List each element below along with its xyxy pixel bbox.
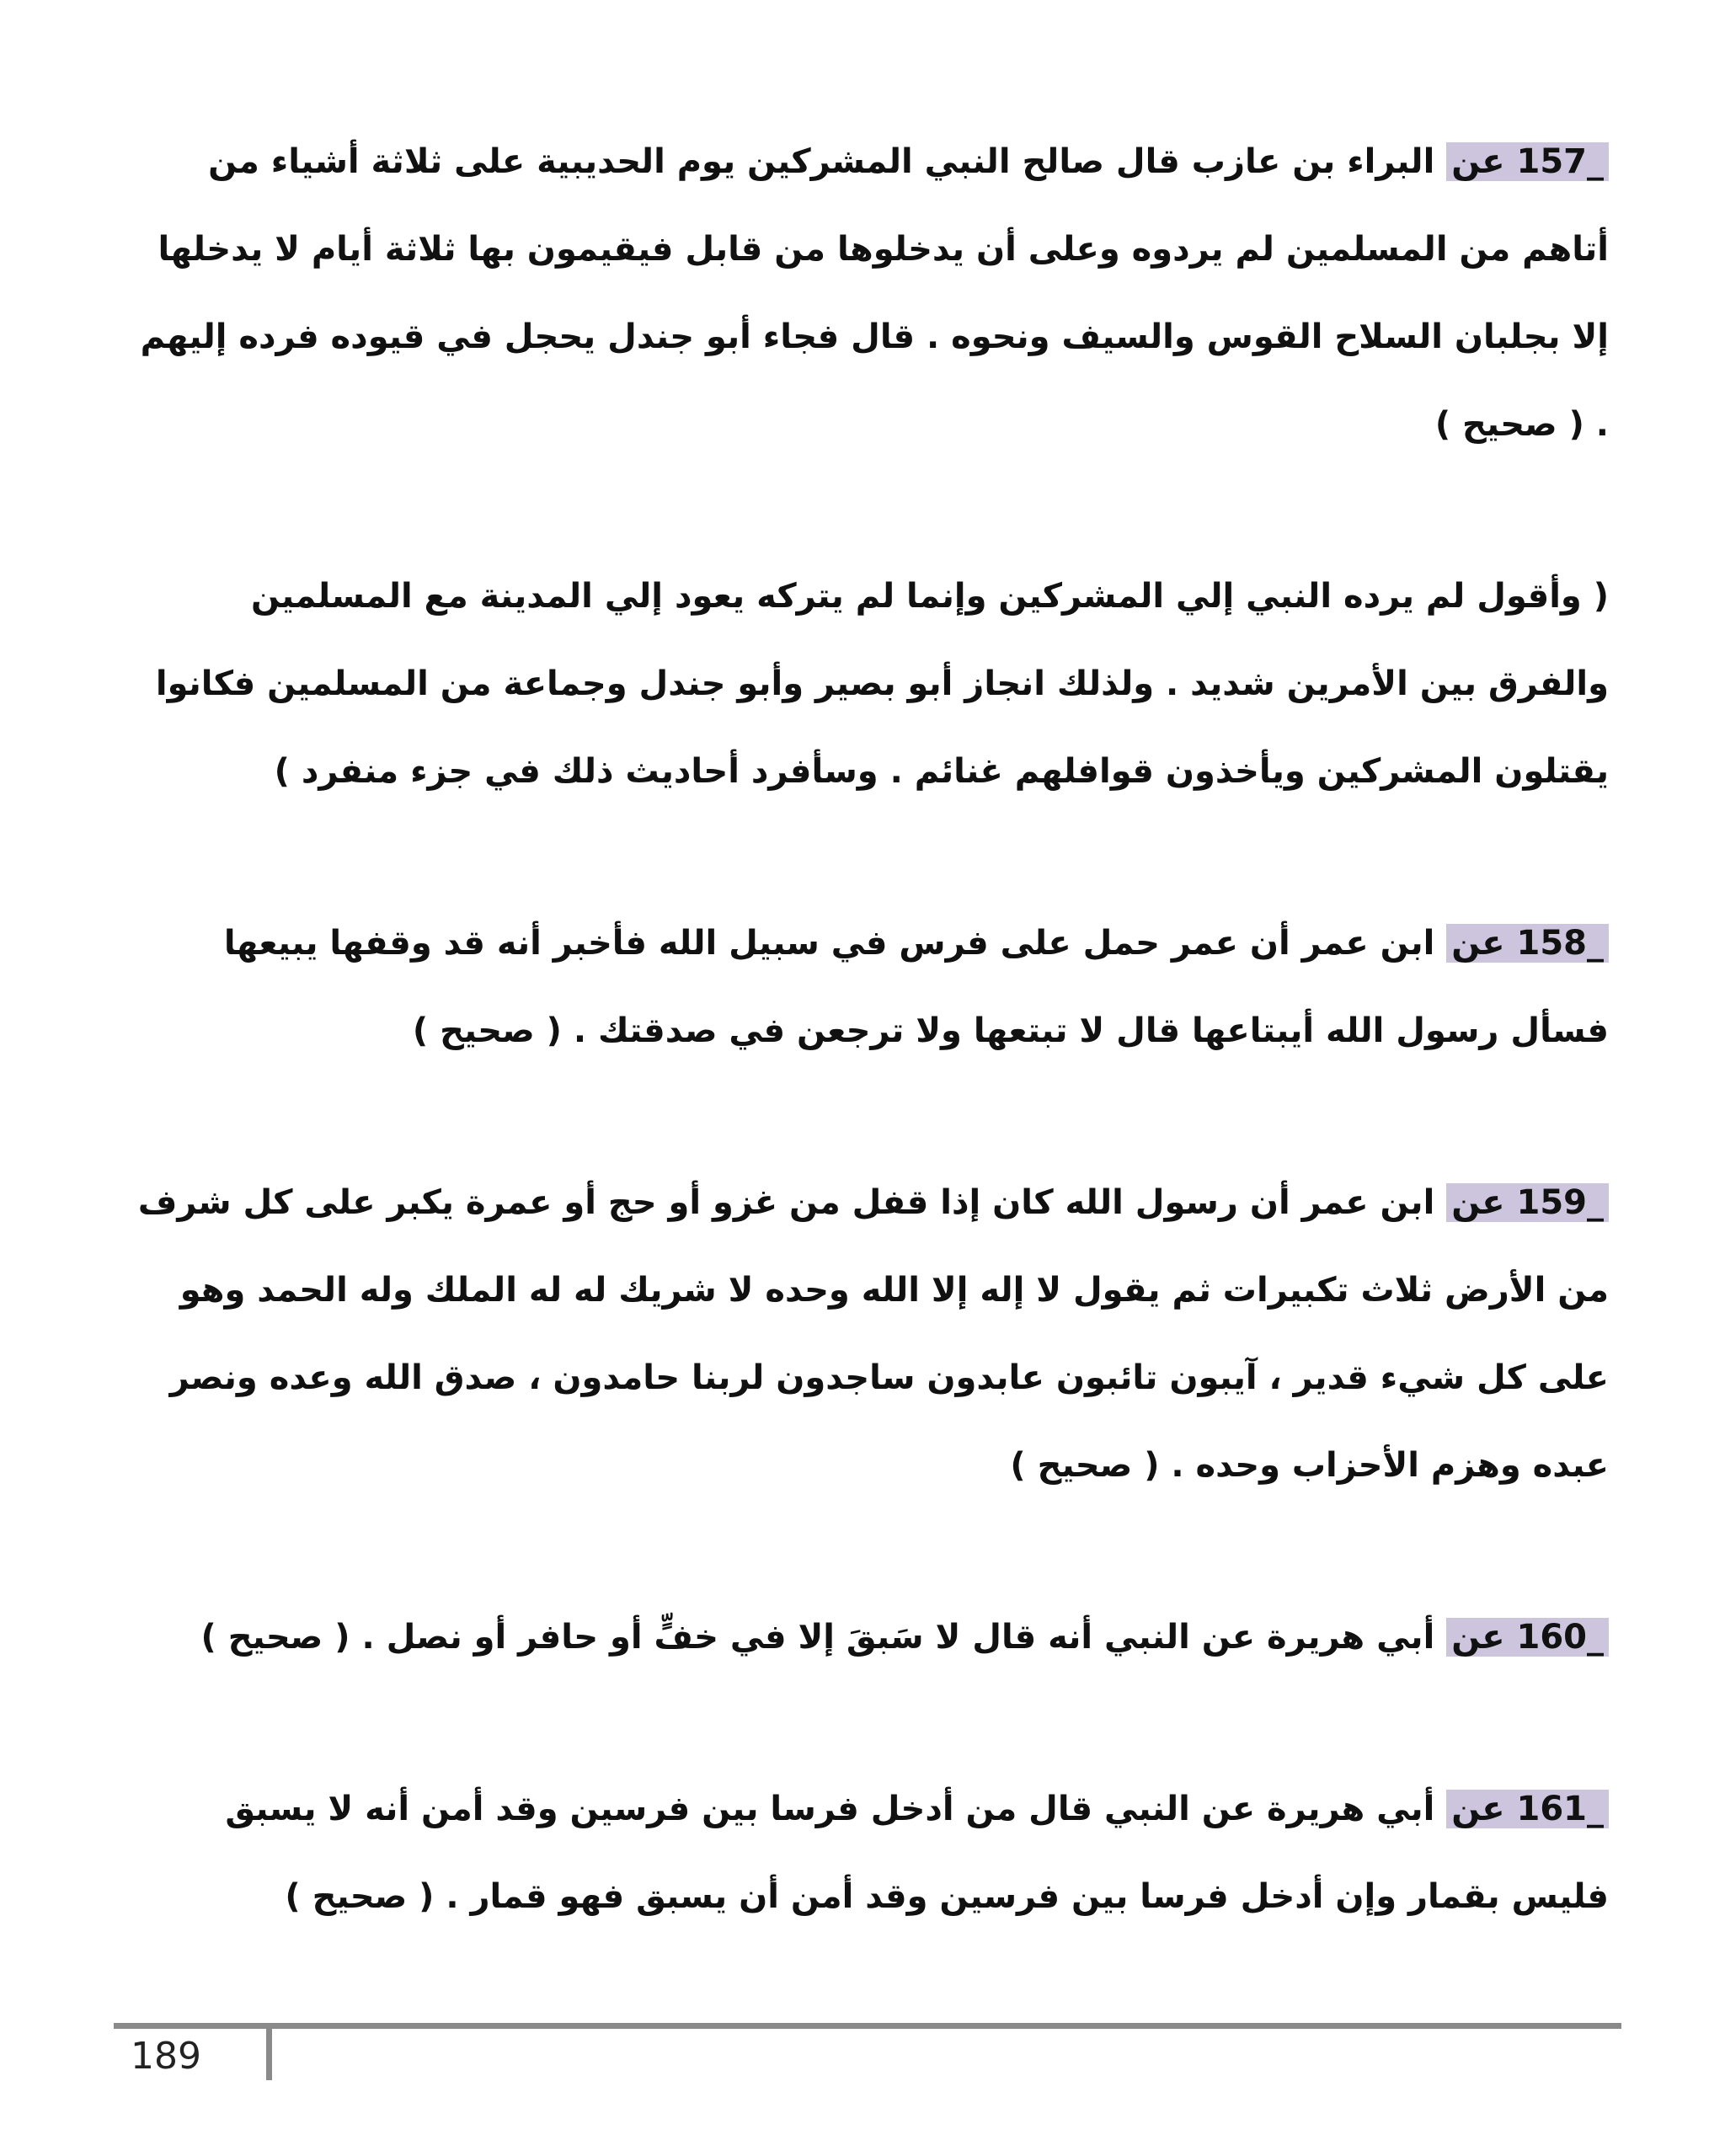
page-body xyxy=(135,118,1609,2025)
hadith-number-label xyxy=(1446,142,1609,181)
hadith-number-label xyxy=(1446,1790,1609,1828)
hadith-158 xyxy=(135,899,1609,1075)
hadith-text: أبي هريرة عن النبي أنه قال لا سَبقَ إلا في خفٍّ أو حافر أو نصل . ( صحيح ) xyxy=(200,1618,1435,1657)
hadith-text: أبي هريرة عن النبي قال من أدخل فرسا بين فرسين وقد أمن أنه لا يسبق فليس بقمار وإن أدخل فرسا بين فرسين وقد أمن أن يسبق فهو قمار . ( صحيح ) xyxy=(225,1790,1609,1916)
hadith-number: 158_ xyxy=(1516,924,1604,963)
hadith-number: 161_ xyxy=(1516,1790,1604,1828)
hadith-157 xyxy=(135,118,1609,468)
hadith-prefix: عن xyxy=(1451,924,1505,963)
author-commentary xyxy=(135,552,1609,815)
hadith-number: 159_ xyxy=(1516,1183,1604,1222)
hadith-number-label xyxy=(1446,924,1609,963)
commentary-text: ( وأقول لم يرده النبي إلي المشركين وإنما لم يتركه يعود إلي المدينة مع المسلمين والفرق بين الأمرين شديد . ولذلك انجاز أبو بصير وأبو جندل وجماعة من المسلمين فكانوا يقتلون المشركين ويأخذون قوافلهم غنائم . وسأفرد أحاديث ذلك في جزء منفرد ) xyxy=(155,577,1609,791)
hadith-text: ابن عمر أن رسول الله كان إذا قفل من غزو أو حج أو عمرة يكبر على كل شرف من الأرض ثلاث تكبيرات ثم يقول لا إله إلا الله وحده لا شريك له له الملك وله الحمد وهو على كل شيء قدير ، آيبون تائبون عابدون ساجدون لربنا حامدون ، صدق الله وعده ونصر عبده وهزم الأحزاب وحده . ( صحيح ) xyxy=(137,1183,1609,1485)
hadith-prefix: عن xyxy=(1451,1183,1505,1222)
page-number: 189 xyxy=(131,2035,201,2078)
hadith-number: 160_ xyxy=(1516,1618,1604,1657)
hadith-161 xyxy=(135,1765,1609,1940)
hadith-prefix: عن xyxy=(1451,142,1505,181)
hadith-number-label xyxy=(1446,1183,1609,1222)
hadith-number: 157_ xyxy=(1516,142,1604,181)
hadith-160 xyxy=(135,1593,1609,1681)
hadith-text: البراء بن عازب قال صالح النبي المشركين يوم الحديبية على ثلاثة أشياء من أتاهم من المسلمين لم يردوه وعلى أن يدخلوها من قابل فيقيمون بها ثلاثة أيام لا يدخلها إلا بجلبان السلاح القوس والسيف ونحوه . قال فجاء أبو جندل يحجل في قيوده فرده إليهم . ( صحيح ) xyxy=(140,142,1609,444)
footer-divider xyxy=(114,2023,1621,2029)
footer-divider-tick xyxy=(266,2023,272,2080)
hadith-159 xyxy=(135,1159,1609,1509)
hadith-prefix: عن xyxy=(1451,1790,1505,1828)
hadith-text: ابن عمر أن عمر حمل على فرس في سبيل الله فأخبر أنه قد وقفها يبيعها فسأل رسول الله أيبتاعها قال لا تبتعها ولا ترجعن في صدقتك . ( صحيح ) xyxy=(223,924,1609,1050)
hadith-prefix: عن xyxy=(1451,1618,1505,1657)
hadith-number-label xyxy=(1446,1618,1609,1657)
